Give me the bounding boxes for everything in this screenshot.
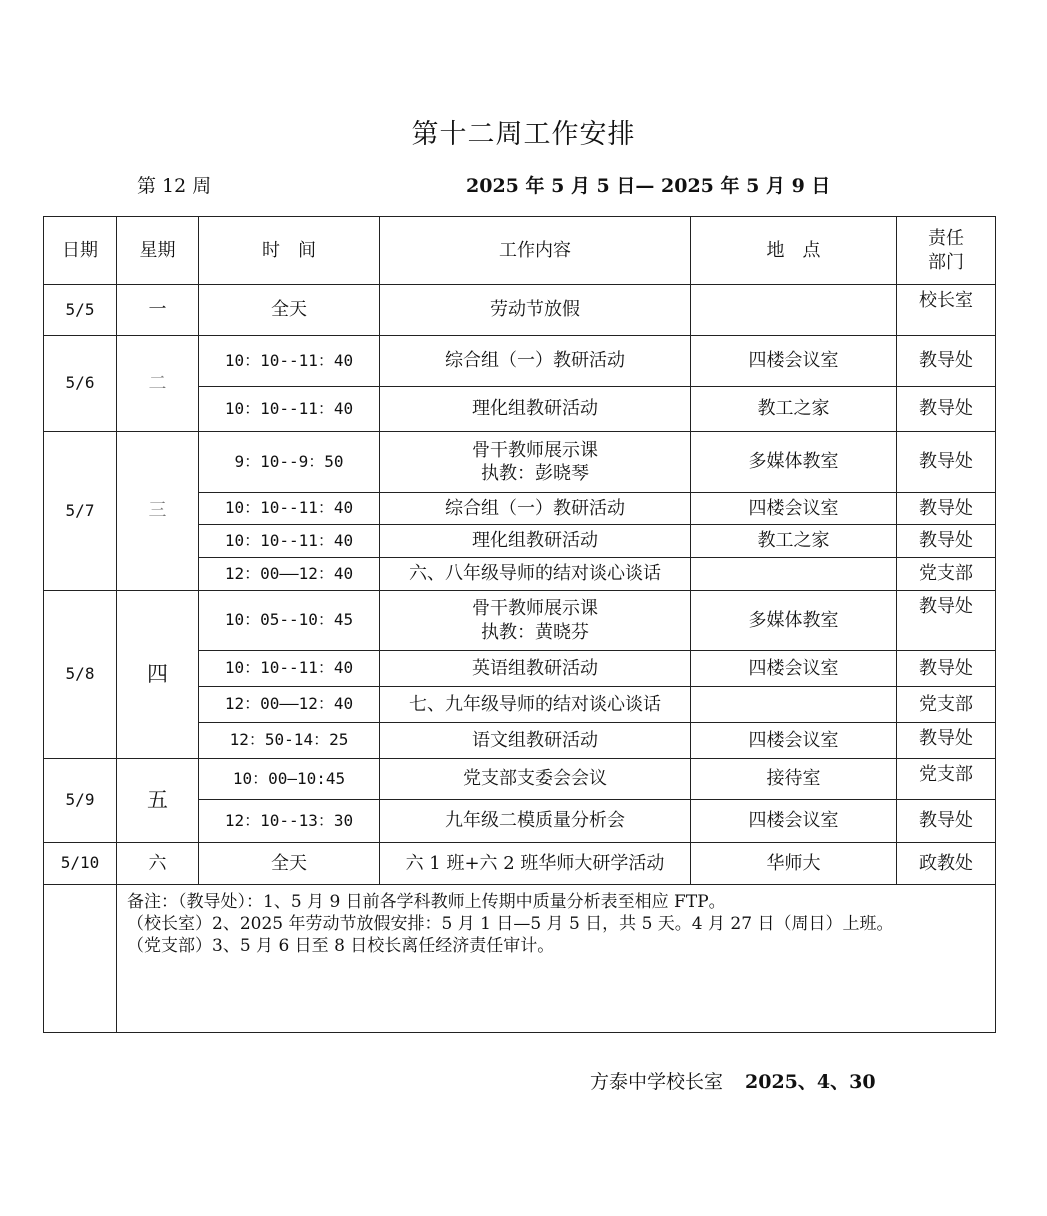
dept-cell: 教导处 — [897, 723, 996, 759]
dept-cell: 教导处 — [897, 336, 996, 387]
notes-row — [44, 885, 996, 1033]
dept-cell: 教导处 — [897, 591, 996, 651]
location-cell: 四楼会议室 — [691, 651, 897, 687]
table-row — [44, 336, 996, 387]
dept-cell: 教导处 — [897, 493, 996, 525]
location-cell — [691, 687, 897, 723]
signature-date: 2025、4、30 — [745, 1071, 876, 1093]
table-row — [44, 759, 996, 800]
location-cell: 四楼会议室 — [691, 336, 897, 387]
date-cell: 5/5 — [44, 285, 117, 336]
location-cell: 四楼会议室 — [691, 800, 897, 843]
note-line: 备注：（教导处）：1、5 月 9 日前各学科教师上传期中质量分析表至相应 FTP。 — [127, 892, 726, 912]
location-cell: 多媒体教室 — [691, 591, 897, 651]
header-weekday: 星期 — [117, 217, 199, 285]
content-line: 骨干教师展示课 — [472, 598, 598, 620]
content-cell: 六、八年级导师的结对谈心谈话 — [380, 558, 691, 591]
time-cell: 10：10--11：40 — [199, 651, 380, 687]
content-cell: 六 1 班+六 2 班华师大研学活动 — [380, 843, 691, 885]
weekday-cell: 四 — [117, 591, 199, 759]
time-cell: 10：10--11：40 — [199, 387, 380, 432]
location-cell: 接待室 — [691, 759, 897, 800]
location-cell: 教工之家 — [691, 525, 897, 558]
content-cell: 九年级二模质量分析会 — [380, 800, 691, 843]
table-row — [44, 843, 996, 885]
location-cell — [691, 558, 897, 591]
location-cell — [691, 285, 897, 336]
dept-cell: 政教处 — [897, 843, 996, 885]
time-cell: 12：00——12：40 — [199, 558, 380, 591]
signature-org: 方泰中学校长室 — [590, 1071, 724, 1093]
dept-cell: 教导处 — [897, 432, 996, 493]
time-cell: 10：05--10：45 — [199, 591, 380, 651]
page-title: 第十二周工作安排 — [411, 119, 636, 150]
location-cell: 四楼会议室 — [691, 723, 897, 759]
date-range: 2025 年 5 月 5 日— 2025 年 5 月 9 日 — [466, 175, 831, 197]
content-cell: 党支部支委会会议 — [380, 759, 691, 800]
header-date: 日期 — [44, 217, 117, 285]
time-cell: 12：10--13：30 — [199, 800, 380, 843]
content-cell: 劳动节放假 — [380, 285, 691, 336]
time-cell: 10：00—10:45 — [199, 759, 380, 800]
table-row — [44, 432, 996, 493]
week-label: 第 12 周 — [137, 175, 212, 197]
header-dept-line2: 部门 — [928, 251, 964, 273]
location-cell: 四楼会议室 — [691, 493, 897, 525]
content-cell: 七、九年级导师的结对谈心谈话 — [380, 687, 691, 723]
content-cell: 综合组（一）教研活动 — [380, 493, 691, 525]
content-line-teacher: 执教：彭晓琴 — [481, 463, 589, 484]
location-cell: 多媒体教室 — [691, 432, 897, 493]
header-dept-line1: 责任 — [928, 228, 964, 250]
time-cell: 10：10--11：40 — [199, 493, 380, 525]
weekday-cell: 三 — [117, 432, 199, 591]
time-cell: 全天 — [199, 843, 380, 885]
header-content: 工作内容 — [380, 217, 691, 285]
dept-cell: 党支部 — [897, 687, 996, 723]
content-cell: 理化组教研活动 — [380, 525, 691, 558]
dept-cell: 教导处 — [897, 387, 996, 432]
content-cell: 语文组教研活动 — [380, 723, 691, 759]
time-cell: 10：10--11：40 — [199, 525, 380, 558]
date-cell: 5/9 — [44, 759, 117, 843]
location-cell: 教工之家 — [691, 387, 897, 432]
dept-cell: 教导处 — [897, 651, 996, 687]
table-row — [44, 591, 996, 651]
notes-cell — [117, 885, 996, 1033]
note-line: （校长室）2、2025 年劳动节放假安排：5 月 1 日—5 月 5 日，共 5 天。4 月 27 日（周日）上班。 — [127, 914, 894, 935]
notes-spacer-cell — [44, 885, 117, 1033]
content-line-teacher: 执教：黄晓芬 — [481, 621, 589, 643]
signature — [590, 1067, 876, 1094]
content-cell: 理化组教研活动 — [380, 387, 691, 432]
content-cell: 综合组（一）教研活动 — [380, 336, 691, 387]
header-dept — [897, 217, 996, 285]
header-time: 时 间 — [199, 217, 380, 285]
schedule-table — [43, 216, 996, 1033]
time-cell: 全天 — [199, 285, 380, 336]
note-line: （党支部）3、5 月 6 日至 8 日校长离任经济责任审计。 — [127, 936, 555, 957]
dept-cell: 党支部 — [897, 558, 996, 591]
weekday-cell: 六 — [117, 843, 199, 885]
date-cell: 5/7 — [44, 432, 117, 591]
content-cell: 英语组教研活动 — [380, 651, 691, 687]
location-cell: 华师大 — [691, 843, 897, 885]
weekday-cell: 二 — [117, 336, 199, 432]
content-cell — [380, 432, 691, 493]
dept-cell: 教导处 — [897, 800, 996, 843]
dept-cell: 教导处 — [897, 525, 996, 558]
date-cell: 5/6 — [44, 336, 117, 432]
weekday-cell: 五 — [117, 759, 199, 843]
dept-cell: 党支部 — [897, 759, 996, 800]
content-cell — [380, 591, 691, 651]
time-cell: 12：00——12：40 — [199, 687, 380, 723]
time-cell: 10：10--11：40 — [199, 336, 380, 387]
header-location: 地 点 — [691, 217, 897, 285]
time-cell: 12：50-14：25 — [199, 723, 380, 759]
date-cell: 5/10 — [44, 843, 117, 885]
header-row — [44, 217, 996, 285]
content-line: 骨干教师展示课 — [472, 439, 598, 461]
table-row — [44, 285, 996, 336]
dept-cell: 校长室 — [897, 285, 996, 336]
date-cell: 5/8 — [44, 591, 117, 759]
weekday-cell: 一 — [117, 285, 199, 336]
time-cell: 9：10--9：50 — [199, 432, 380, 493]
